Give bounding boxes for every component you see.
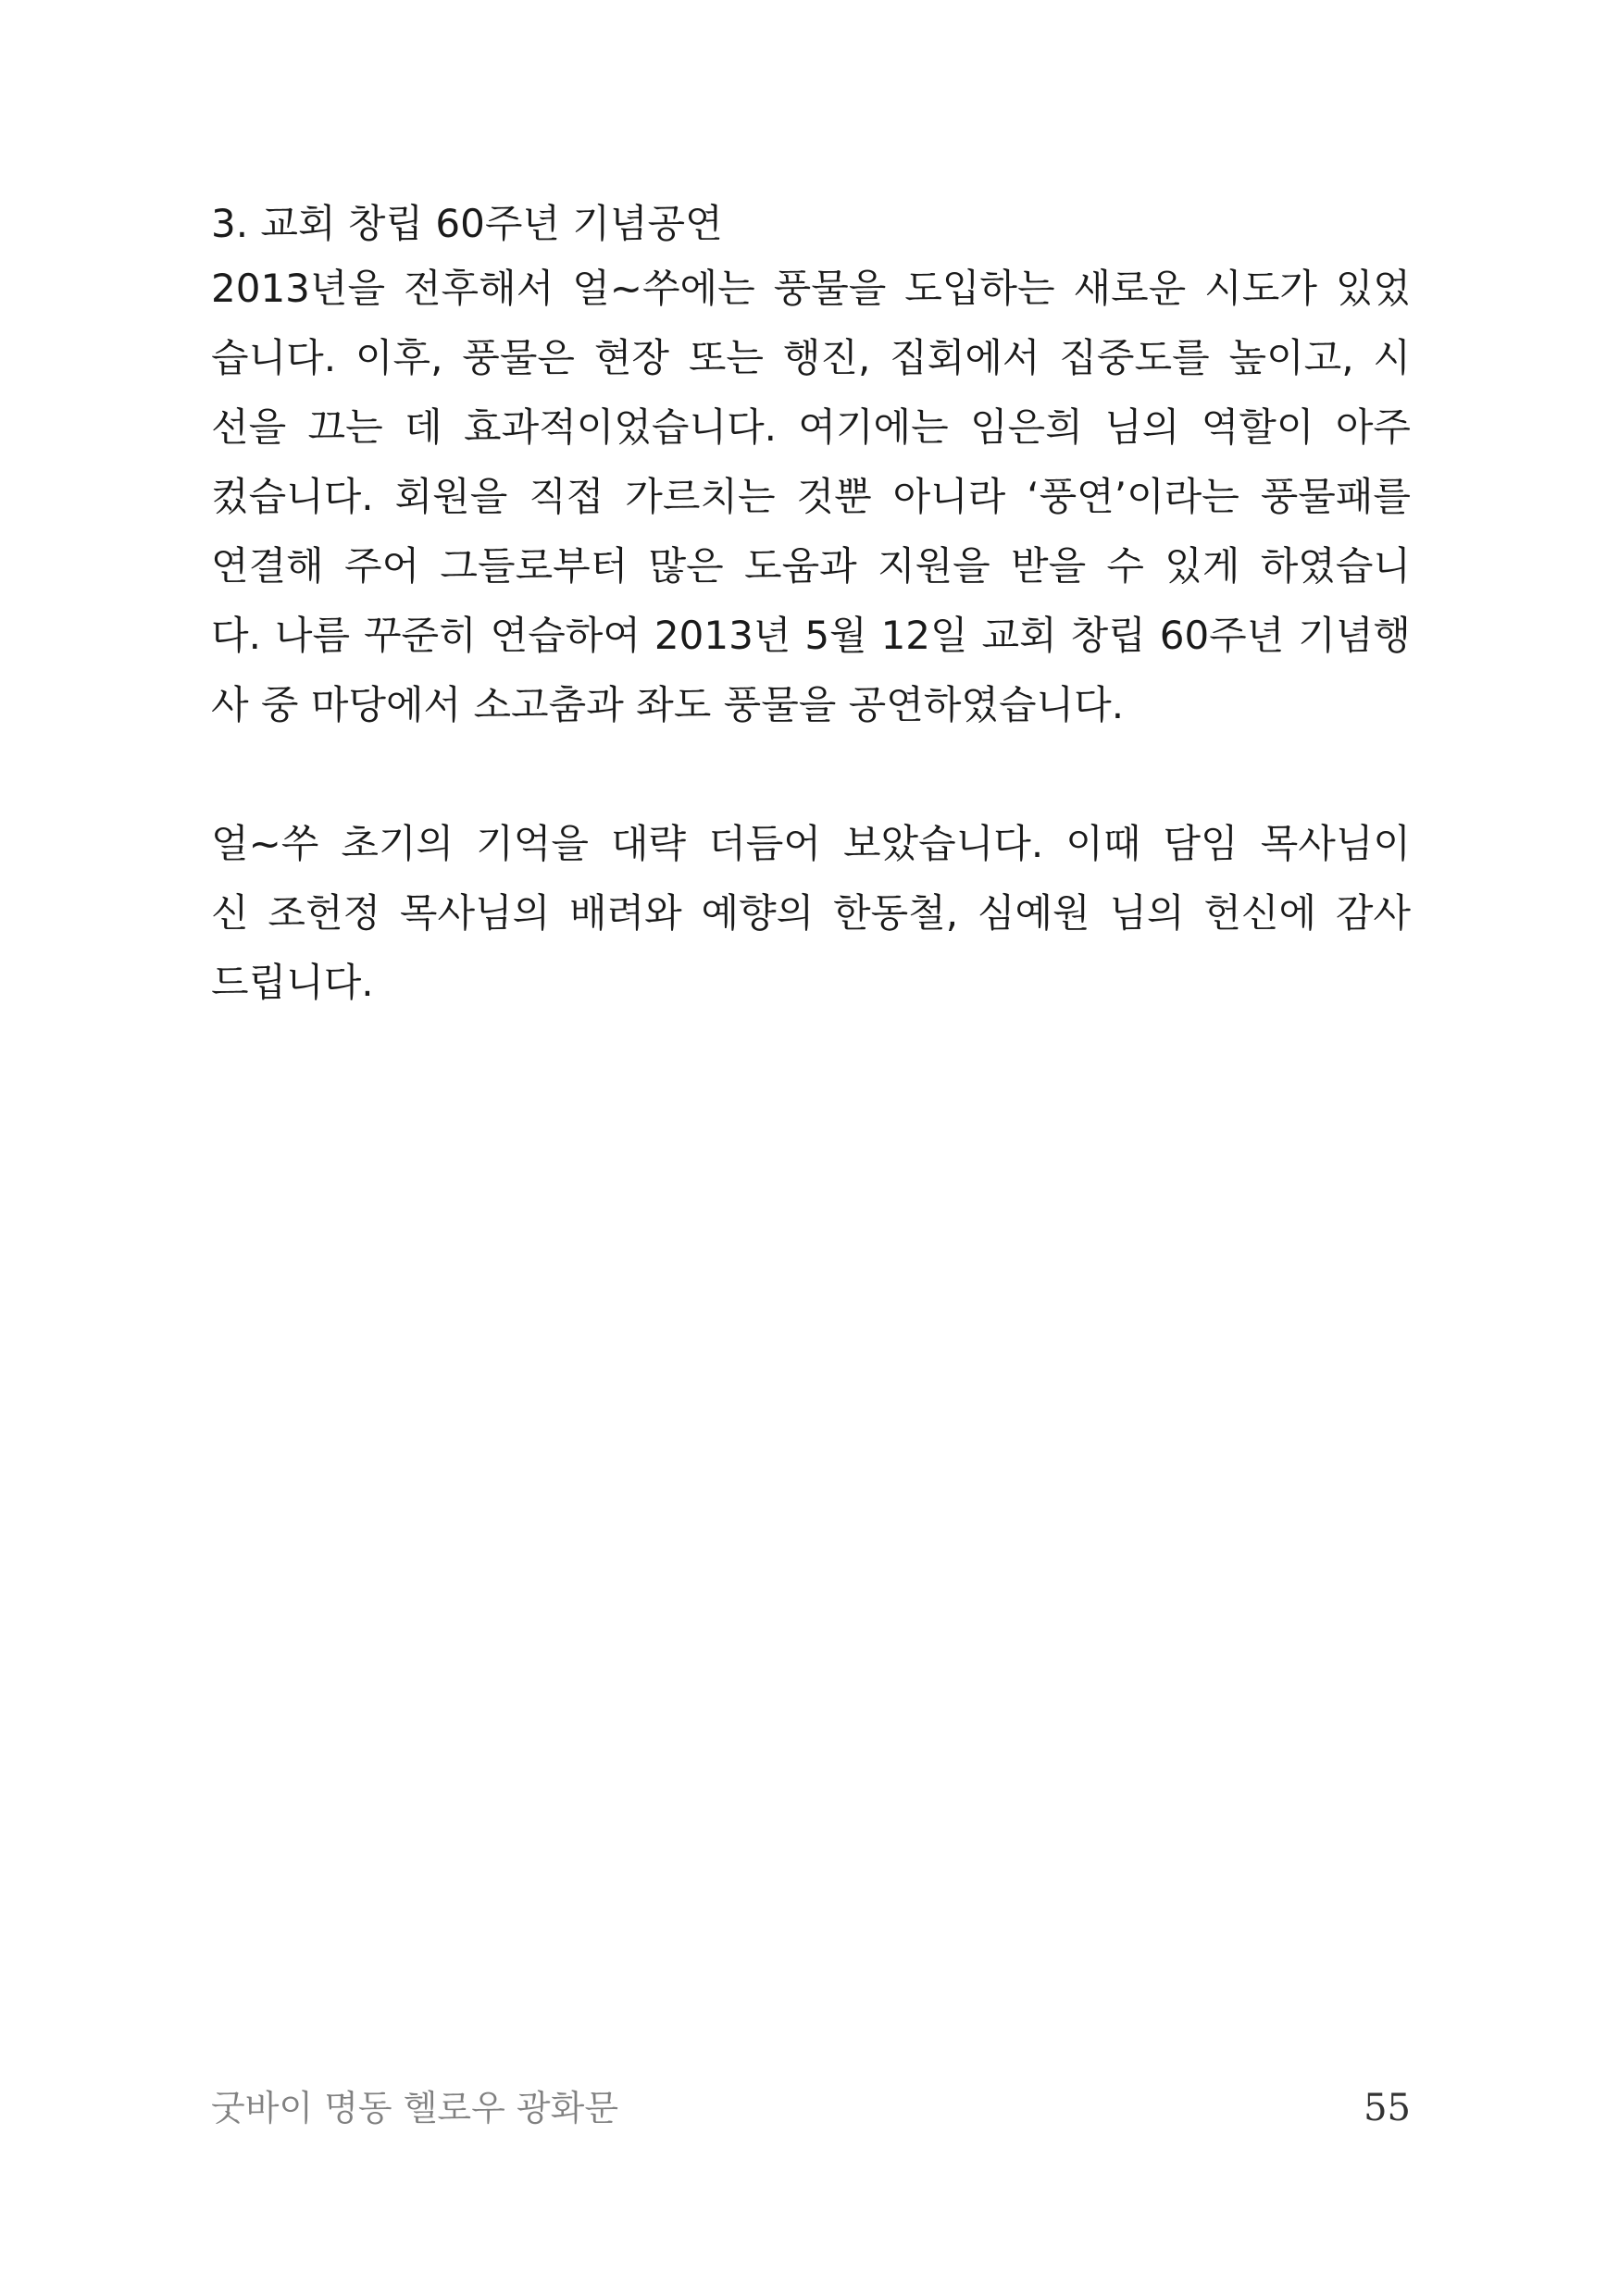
text-line: 습니다. 이후, 풍물은 현장 또는 행진, 집회에서 집중도를 높이고, 시	[211, 335, 1411, 380]
text-line: 2013년을 전후해서 얼~쑤에는 풍물을 도입하는 새로운 시도가 있었	[211, 266, 1411, 311]
text-line: 드립니다.	[211, 960, 374, 1005]
book-title: 굿바이 명동 헬로우 광화문	[211, 2088, 619, 2128]
text-line: 사 중 마당에서 소고춤과 좌도 풍물을 공연하였습니다.	[211, 682, 1125, 727]
text-line: 신 조헌정 목사님의 배려와 예향의 한동철, 심예원 님의 헌신에 감사	[211, 890, 1411, 936]
text-line: 컸습니다. 회원을 직접 가르치는 것뿐 아니라 ‘풍연’이라는 풍물패를	[211, 474, 1411, 519]
page-number: 55	[1364, 2087, 1411, 2129]
text-line: 다. 나름 꾸준히 연습하여 2013년 5월 12일 교회 창립 60주년 기념행	[211, 613, 1411, 658]
paragraph-thanks	[211, 809, 1411, 1017]
text-line: 선을 끄는 데 효과적이었습니다. 여기에는 임은희 님의 역할이 아주	[211, 404, 1411, 450]
paragraph-pungmul	[211, 254, 1411, 739]
page-footer	[211, 2080, 1411, 2136]
section-heading: 3. 교회 창립 60주년 기념공연	[211, 201, 723, 246]
text-line: 얼~쑤 초기의 기억을 대략 더듬어 보았습니다. 이때 담임 목사님이	[211, 821, 1411, 866]
text-line: 연결해 주어 그들로부터 많은 도움과 지원을 받을 수 있게 하였습니	[211, 543, 1411, 589]
page-content	[211, 194, 1411, 1017]
